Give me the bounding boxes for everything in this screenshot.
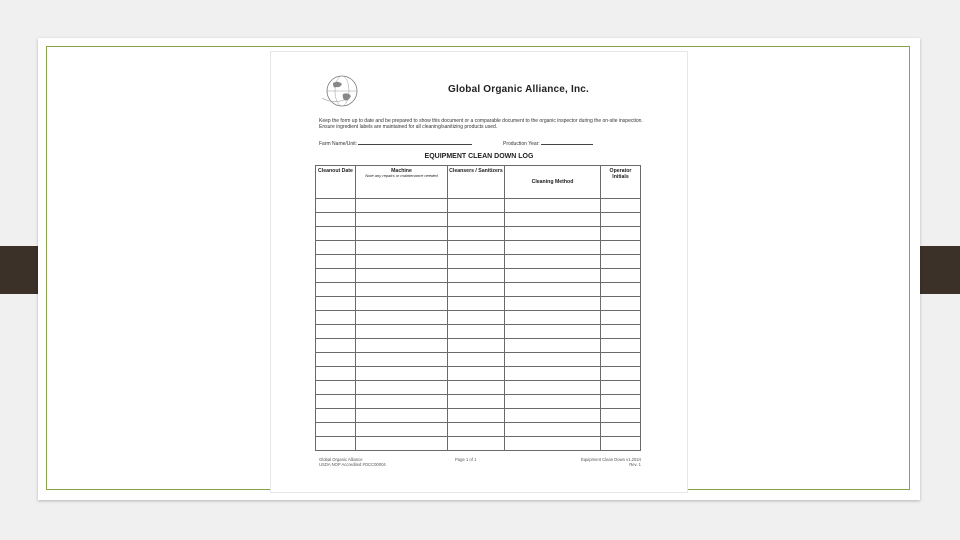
table-cell bbox=[356, 297, 448, 311]
table-cell bbox=[448, 325, 505, 339]
table-row bbox=[316, 227, 641, 241]
table-row bbox=[316, 297, 641, 311]
table-cell bbox=[356, 409, 448, 423]
table-cell bbox=[505, 283, 601, 297]
farm-name-blank bbox=[358, 139, 472, 145]
farm-name-label: Farm Name/Unit: bbox=[319, 141, 358, 147]
form-document bbox=[271, 52, 687, 492]
table-row bbox=[316, 311, 641, 325]
table-cell bbox=[316, 325, 356, 339]
table-cell bbox=[448, 269, 505, 283]
table-row bbox=[316, 269, 641, 283]
table-cell bbox=[601, 283, 641, 297]
table-row bbox=[316, 339, 641, 353]
col-cleanout-date: Cleanout Date bbox=[316, 166, 356, 199]
footer-page: Page 1 of 1 bbox=[455, 457, 477, 462]
table-row bbox=[316, 367, 641, 381]
table-cell bbox=[356, 227, 448, 241]
footer-left-line2: USDA NOP Accredited #OCC00004 bbox=[319, 462, 386, 467]
table-cell bbox=[448, 311, 505, 325]
table-cell bbox=[316, 353, 356, 367]
table-row bbox=[316, 381, 641, 395]
table-cell bbox=[601, 423, 641, 437]
table-cell bbox=[316, 213, 356, 227]
table-cell bbox=[356, 367, 448, 381]
col-machine-note: Note any repairs or maintenance needed bbox=[365, 173, 438, 178]
table-cell bbox=[505, 353, 601, 367]
table-cell bbox=[316, 241, 356, 255]
table-cell bbox=[601, 297, 641, 311]
table-cell bbox=[601, 339, 641, 353]
farm-name-field bbox=[319, 139, 472, 147]
table-cell bbox=[316, 381, 356, 395]
table-row bbox=[316, 199, 641, 213]
table-header-row bbox=[316, 166, 641, 199]
table-cell bbox=[505, 297, 601, 311]
table-cell bbox=[316, 437, 356, 451]
table-cell bbox=[448, 395, 505, 409]
table-cell bbox=[316, 339, 356, 353]
table-cell bbox=[505, 339, 601, 353]
production-year-blank bbox=[541, 139, 593, 145]
table-cell bbox=[448, 423, 505, 437]
footer-right-line1: Equipment Clean Down v1.2024 bbox=[580, 457, 641, 462]
table-cell bbox=[505, 227, 601, 241]
table-row bbox=[316, 325, 641, 339]
table-cell bbox=[601, 367, 641, 381]
table-cell bbox=[448, 353, 505, 367]
form-instructions: Keep the form up to date and be prepared to show this document or a comparable document to the organic inspector during the on-site inspection. Ensure ingredient labels are maintained for all cleaning/sanitizing products used. bbox=[319, 118, 643, 130]
table-cell bbox=[356, 339, 448, 353]
table-cell bbox=[356, 353, 448, 367]
table-cell bbox=[505, 409, 601, 423]
table-cell bbox=[448, 367, 505, 381]
table-row bbox=[316, 409, 641, 423]
table-cell bbox=[316, 283, 356, 297]
table-cell bbox=[448, 199, 505, 213]
col-machine: Machine Note any repairs or maintenance needed bbox=[356, 166, 448, 199]
table-cell bbox=[601, 311, 641, 325]
table-cell bbox=[601, 437, 641, 451]
table-cell bbox=[601, 395, 641, 409]
table-cell bbox=[505, 437, 601, 451]
table-cell bbox=[448, 297, 505, 311]
table-cell bbox=[448, 255, 505, 269]
table-cell bbox=[505, 367, 601, 381]
table-cell bbox=[356, 311, 448, 325]
table-body bbox=[316, 199, 641, 451]
table-cell bbox=[448, 227, 505, 241]
table-cell bbox=[316, 269, 356, 283]
footer-left bbox=[319, 457, 386, 467]
table-cell bbox=[505, 199, 601, 213]
col-cleaning-method: Cleaning Method bbox=[505, 166, 601, 199]
table-cell bbox=[316, 311, 356, 325]
col-cleansers: Cleansers / Sanitizers bbox=[448, 166, 505, 199]
table-row bbox=[316, 213, 641, 227]
table-cell bbox=[448, 213, 505, 227]
table-cell bbox=[316, 297, 356, 311]
table-cell bbox=[505, 255, 601, 269]
clean-down-log-table bbox=[315, 165, 641, 451]
table-cell bbox=[448, 437, 505, 451]
table-cell bbox=[316, 199, 356, 213]
footer-right bbox=[561, 457, 641, 467]
table-row bbox=[316, 423, 641, 437]
table-cell bbox=[601, 353, 641, 367]
table-cell bbox=[356, 437, 448, 451]
table-cell bbox=[601, 409, 641, 423]
table-cell bbox=[601, 199, 641, 213]
table-cell bbox=[356, 423, 448, 437]
form-title: EQUIPMENT CLEAN DOWN LOG bbox=[424, 153, 534, 160]
table-cell bbox=[316, 227, 356, 241]
table-row bbox=[316, 395, 641, 409]
table-cell bbox=[505, 381, 601, 395]
table-cell bbox=[601, 241, 641, 255]
table-cell bbox=[505, 311, 601, 325]
table-cell bbox=[505, 325, 601, 339]
table-row bbox=[316, 437, 641, 451]
table-cell bbox=[356, 395, 448, 409]
table-cell bbox=[448, 409, 505, 423]
table-cell bbox=[505, 269, 601, 283]
table-cell bbox=[316, 423, 356, 437]
table-cell bbox=[356, 255, 448, 269]
table-cell bbox=[505, 423, 601, 437]
table-cell bbox=[356, 241, 448, 255]
table-cell bbox=[316, 367, 356, 381]
table-cell bbox=[356, 213, 448, 227]
table-cell bbox=[601, 213, 641, 227]
table-cell bbox=[448, 241, 505, 255]
table-cell bbox=[448, 339, 505, 353]
globe-logo-icon bbox=[319, 72, 365, 110]
table-row bbox=[316, 255, 641, 269]
table-cell bbox=[601, 255, 641, 269]
table-cell bbox=[356, 199, 448, 213]
table-cell bbox=[505, 395, 601, 409]
table-cell bbox=[316, 255, 356, 269]
table-cell bbox=[316, 409, 356, 423]
table-cell bbox=[601, 227, 641, 241]
table-cell bbox=[448, 283, 505, 297]
table-cell bbox=[448, 381, 505, 395]
table-cell bbox=[356, 381, 448, 395]
footer-right-line2: Rev. 1 bbox=[629, 462, 641, 467]
table-cell bbox=[505, 241, 601, 255]
table-cell bbox=[316, 395, 356, 409]
production-year-field bbox=[503, 139, 593, 147]
production-year-label: Production Year: bbox=[503, 141, 540, 147]
footer-left-line1: Global Organic Alliance bbox=[319, 457, 363, 462]
table-row bbox=[316, 283, 641, 297]
table-row bbox=[316, 353, 641, 367]
company-name: Global Organic Alliance, Inc. bbox=[448, 84, 590, 95]
table-cell bbox=[356, 325, 448, 339]
table-cell bbox=[356, 269, 448, 283]
table-cell bbox=[356, 283, 448, 297]
table-row bbox=[316, 241, 641, 255]
table-cell bbox=[601, 325, 641, 339]
table-cell bbox=[601, 381, 641, 395]
table-cell bbox=[505, 213, 601, 227]
table-cell bbox=[601, 269, 641, 283]
col-operator-initials: Operator Initials bbox=[601, 166, 641, 199]
